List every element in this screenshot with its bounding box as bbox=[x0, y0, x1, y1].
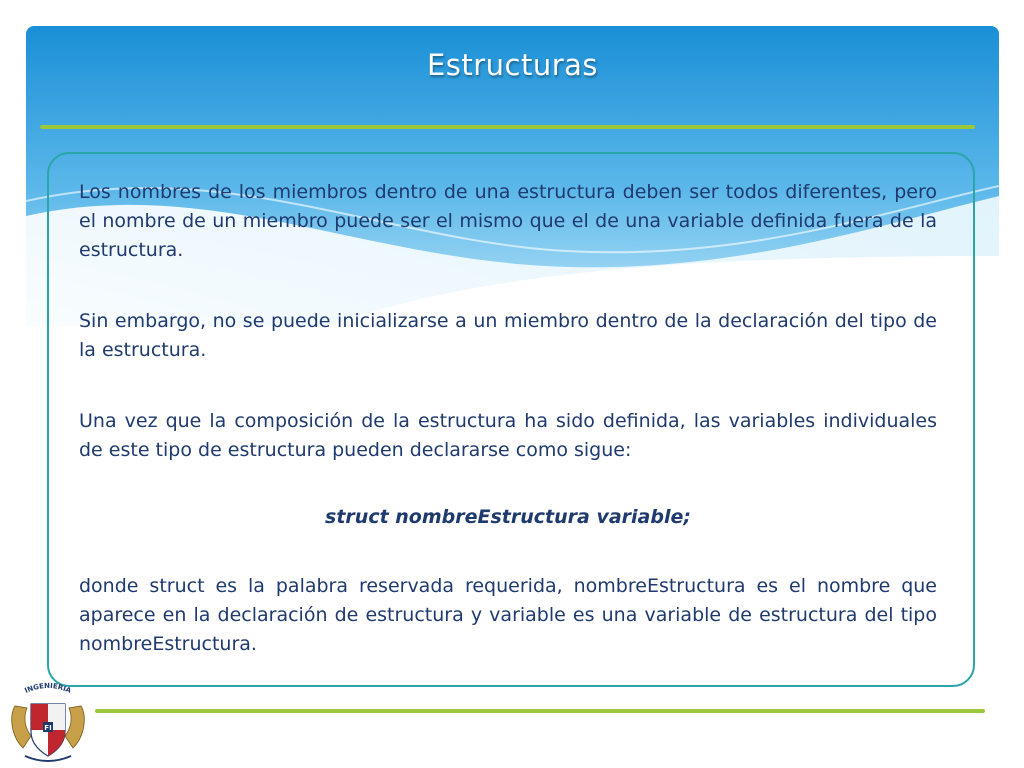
svg-text:FI: FI bbox=[44, 724, 52, 732]
paragraph-declaration: Una vez que la composición de la estructura ha sido definida, las variables individuales de este tipo de estructura pueden declararse como sigue: bbox=[79, 410, 937, 461]
footer-divider bbox=[95, 709, 985, 713]
code-example: struct nombreEstructura variable; bbox=[325, 506, 691, 528]
title-divider bbox=[40, 125, 975, 129]
paragraph-explanation: donde struct es la palabra reservada requerida, nombreEstructura es el nombre que aparece en la declaración de estructura y variable es una variable de estructura del tipo nombreEstructura. bbox=[79, 575, 937, 655]
slide-title: Estructuras bbox=[426, 48, 599, 82]
ingenieria-shield-icon bbox=[7, 676, 89, 766]
paragraph-initialization: Sin embargo, no se puede inicializarse a un miembro dentro de la declaración del tipo de la estructura. bbox=[79, 310, 937, 361]
logo-text: INGENIERIA bbox=[23, 681, 73, 695]
content-text bbox=[79, 178, 937, 659]
paragraph-members: Los nombres de los miembros dentro de una estructura deben ser todos diferentes, pero el nombre de un miembro puede ser el mismo que el de una variable definida fuera de la estructura. bbox=[79, 181, 937, 261]
